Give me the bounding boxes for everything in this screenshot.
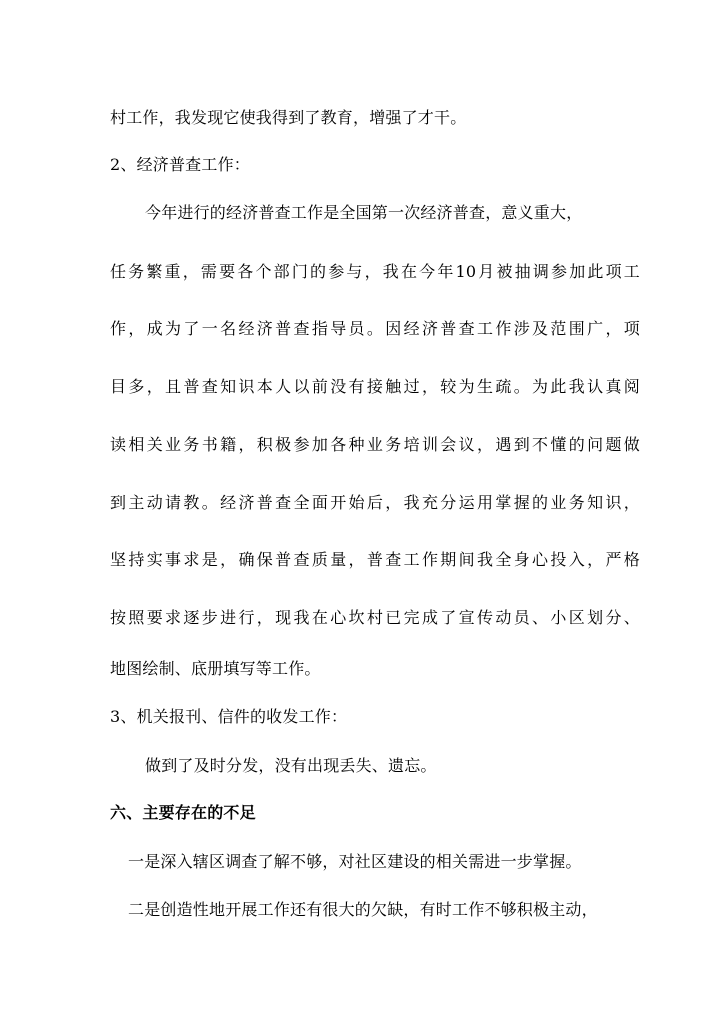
paragraph-line-6: 目多，且普查知识本人以前没有接触过，较为生疏。为此我认真阅 [110, 377, 640, 396]
paragraph-line-11: 地图绘制、底册填写等工作。 [110, 659, 321, 678]
paragraph-line-15: 一是深入辖区调查了解不够，对社区建设的相关需进一步掌握。 [128, 852, 582, 871]
paragraph-line-7: 读相关业务书籍，积极参加各种业务培训会议，遇到不懂的问题做 [110, 435, 640, 454]
paragraph-line-4: 任务繁重，需要各个部门的参与，我在今年10月被抽调参加此项工 [110, 262, 640, 281]
paragraph-line-3: 今年进行的经济普查工作是全国第一次经济普查，意义重大， [145, 203, 583, 222]
paragraph-line-1: 村工作，我发现它使我得到了教育，增强了才干。 [110, 108, 467, 127]
section-item-2-title: 2、经济普查工作： [110, 155, 250, 174]
section-heading-six: 六、主要存在的不足 [110, 803, 256, 822]
paragraph-line-10: 按照要求逐步进行，现我在心坎村已完成了宣传动员、小区划分、 [110, 608, 640, 627]
paragraph-line-5: 作，成为了一名经济普查指导员。因经济普查工作涉及范围广，项 [110, 319, 640, 338]
section-item-3-title: 3、机关报刊、信件的收发工作： [110, 707, 348, 726]
paragraph-line-8: 到主动请教。经济普查全面开始后，我充分运用掌握的业务知识， [110, 493, 640, 512]
paragraph-line-13: 做到了及时分发，没有出现丢失、遗忘。 [145, 756, 437, 775]
paragraph-line-16: 二是创造性地开展工作还有很大的欠缺，有时工作不够积极主动， [128, 900, 598, 919]
paragraph-line-9: 坚持实事求是，确保普查质量，普查工作期间我全身心投入，严格 [110, 550, 640, 569]
